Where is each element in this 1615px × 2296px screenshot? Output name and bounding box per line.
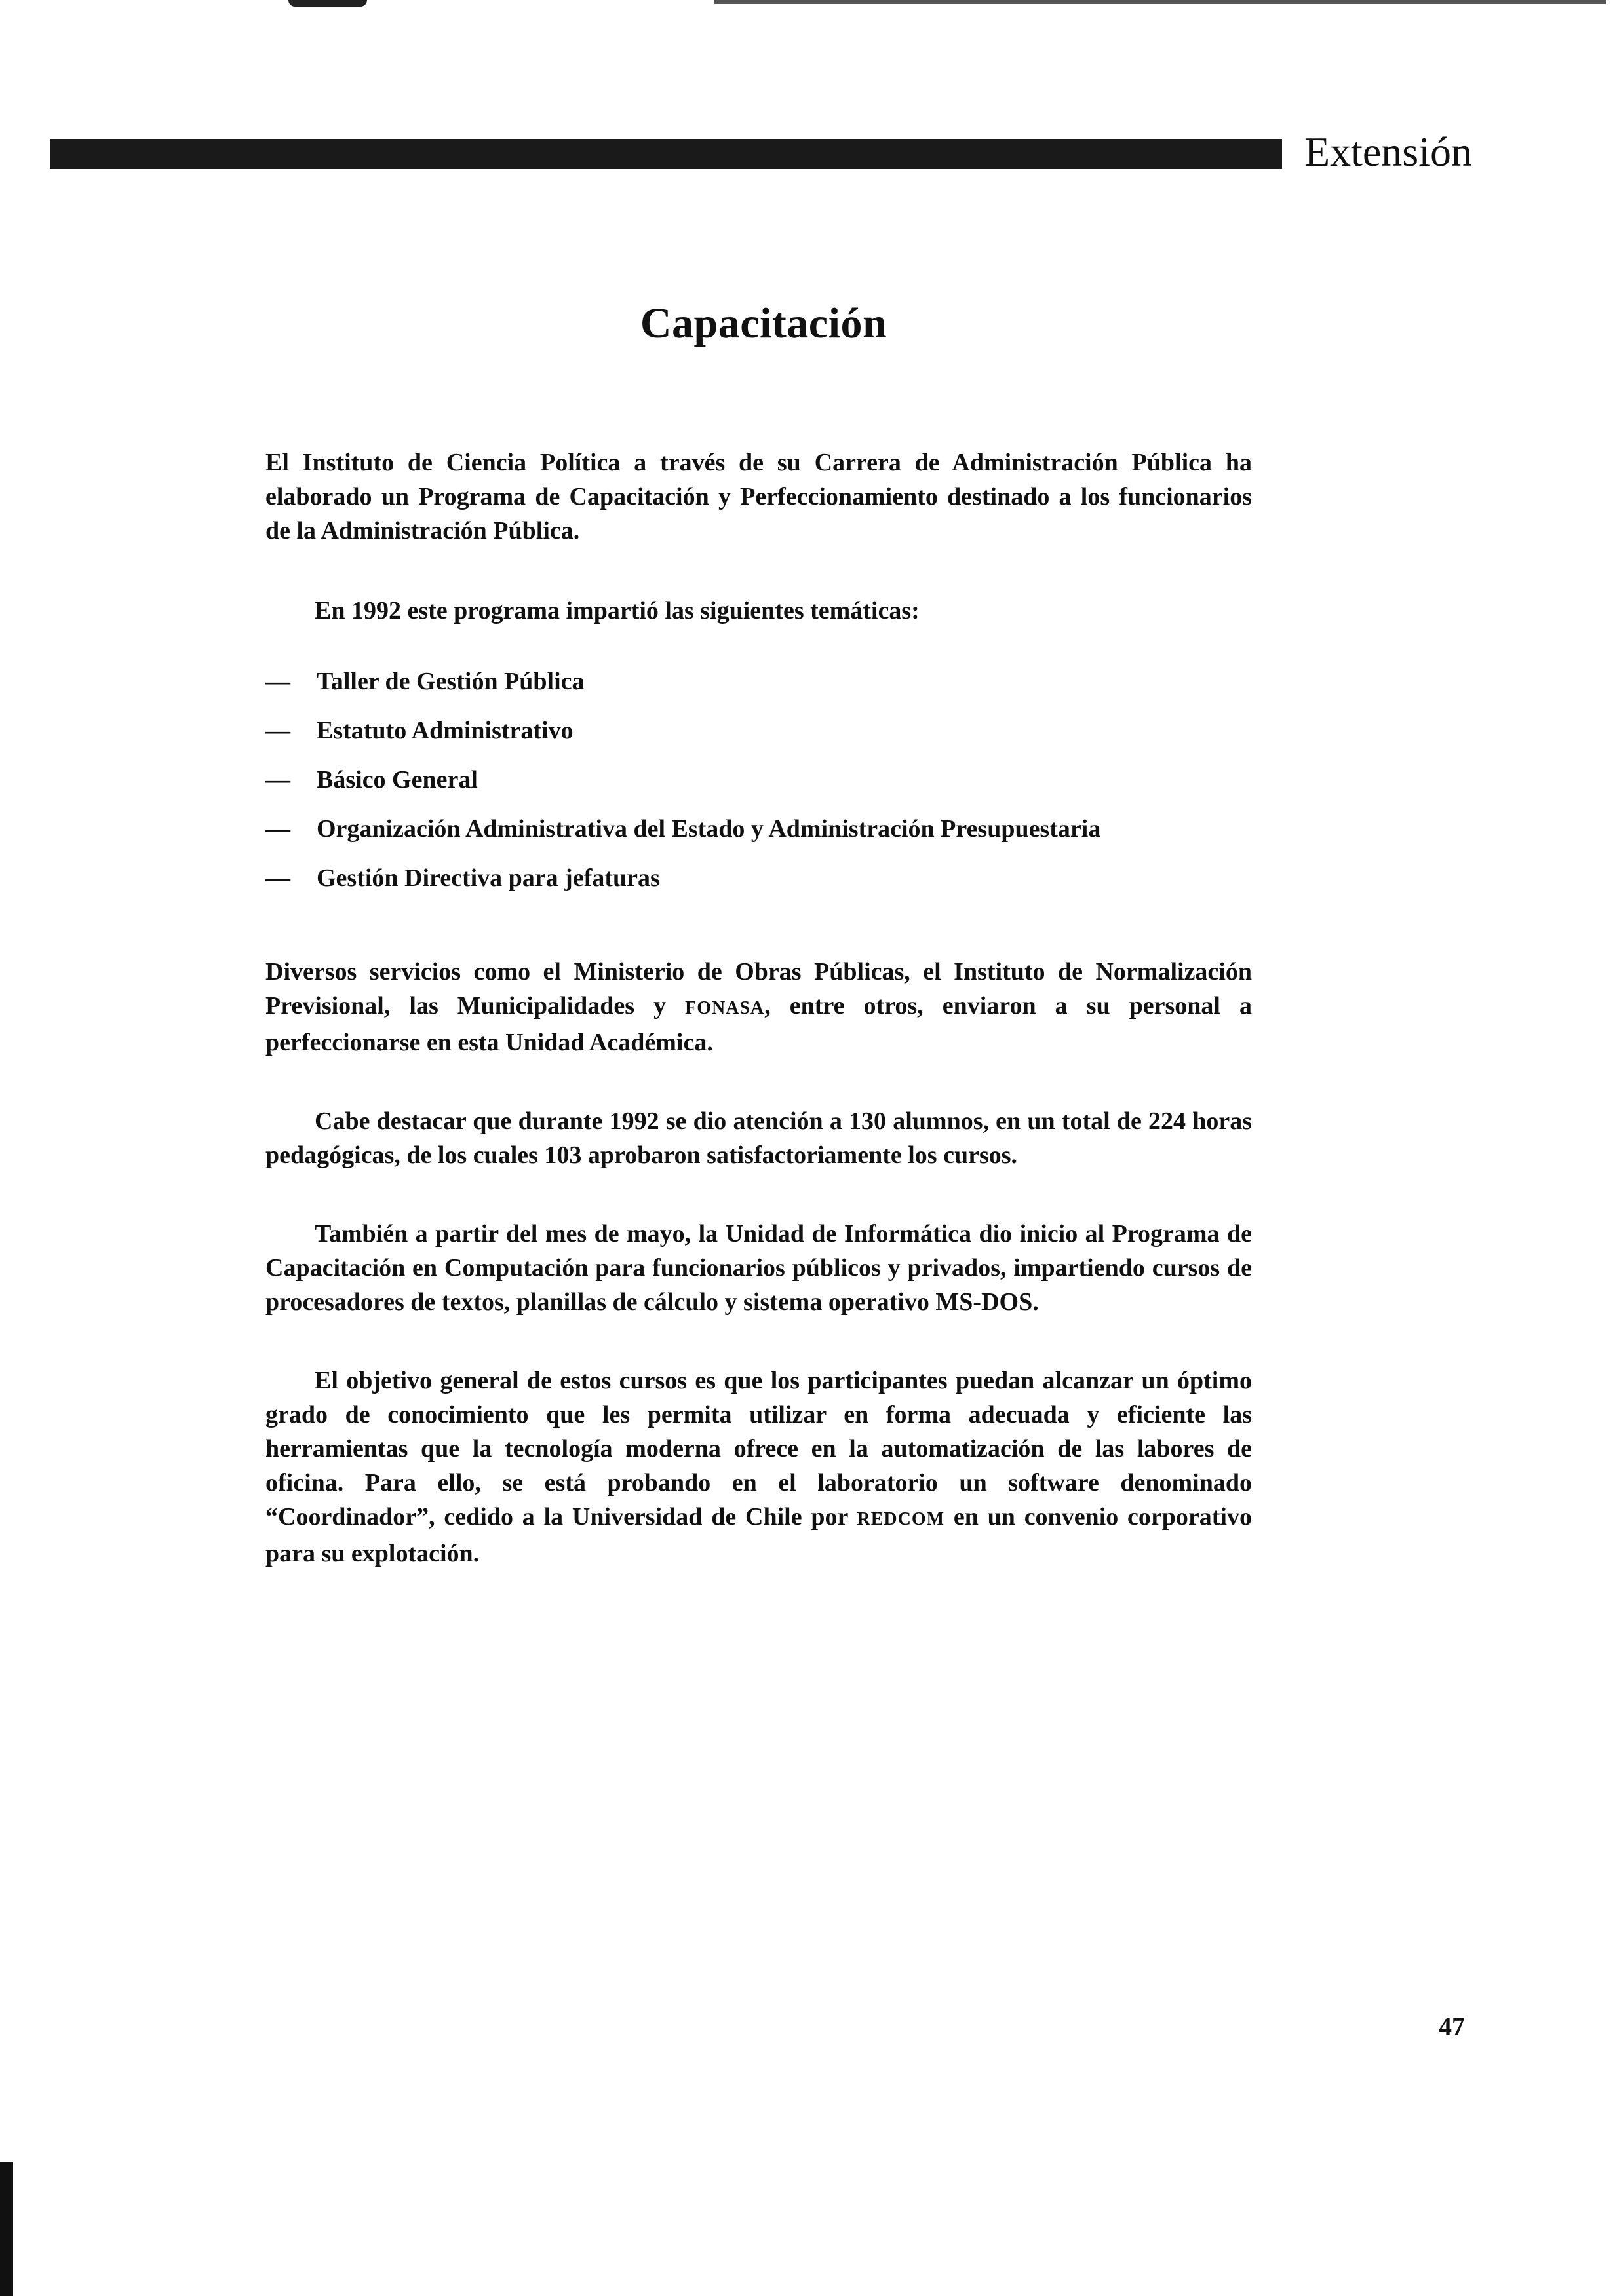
fonasa-abbr: FONASA [685,998,765,1018]
objective-paragraph [265,1364,1252,1571]
topics-intro-paragraph: En 1992 este programa impartió las siguientes temáticas: [315,597,920,624]
list-item [265,664,1252,714]
services-text-after: , entre otros, enviaron a su personal a perfeccionarse en esta Unidad Académica. [265,992,1252,1056]
list-dash: — [265,766,290,794]
header-rule [50,139,1282,169]
services-text-before: Diversos servicios como el Ministerio de Obras Públicas, el Instituto de Normalización Previsional, las Municipalidades y [265,958,1252,1020]
list-item-text: Estatuto Administrativo [317,717,574,744]
intro-paragraph: El Instituto de Ciencia Política a través de su Carrera de Administración Pública ha elaborado un Programa de Capacitación y Perfeccionamiento destinado a los funcionarios de la Administración Pública. [265,449,1252,545]
objective-text-before: El objetivo general de estos cursos es que los participantes puedan alcanzar un óptimo grado de conocimiento que les permita utilizar en forma adecuada y eficiente las herramientas que la tecnología moderna ofrece en la automatización de las labores de oficina. Para ello, se está probando en el laboratorio un software denominado “Coordinador”, cedido a la Universidad de Chile por [265,1367,1252,1531]
list-item-text: Organización Administrativa del Estado y Administración Presupuestaria [317,815,1101,843]
informatics-paragraph: También a partir del mes de mayo, la Unidad de Informática dio inicio al Programa de Capacitación en Computación para funcionarios públicos y privados, impartiendo cursos de procesadores de textos, planillas de cálculo y sistema operativo MS-DOS. [265,1220,1252,1316]
page-title: Capacitación [640,299,887,348]
list-item-text: Gestión Directiva para jefaturas [317,864,660,892]
list-item [265,763,1252,812]
list-item-text: Taller de Gestión Pública [317,668,585,695]
redcom-abbr: REDCOM [857,1509,945,1529]
statistics-paragraph: Cabe destacar que durante 1992 se dio atención a 130 alumnos, en un total de 224 horas pedagógicas, de los cuales 103 aprobaron satisfactoriamente los cursos. [265,1107,1252,1169]
list-item [265,714,1252,763]
page-number: 47 [1439,2012,1465,2041]
list-item [265,861,1252,910]
list-dash: — [265,668,290,695]
services-paragraph [265,955,1252,1060]
scan-line-top [714,0,1606,4]
topic-list [265,664,1252,910]
list-dash: — [265,864,290,892]
list-dash: — [265,815,290,843]
scan-artifact-bottom [0,2162,13,2296]
scan-artifact-top [288,0,367,7]
objective-text-after: en un convenio corporativo para su explotación. [265,1503,1252,1567]
section-header-label: Extensión [1304,128,1472,175]
list-item [265,812,1252,861]
list-item-text: Básico General [317,766,478,794]
list-dash: — [265,717,290,744]
page-body [265,446,1252,1571]
